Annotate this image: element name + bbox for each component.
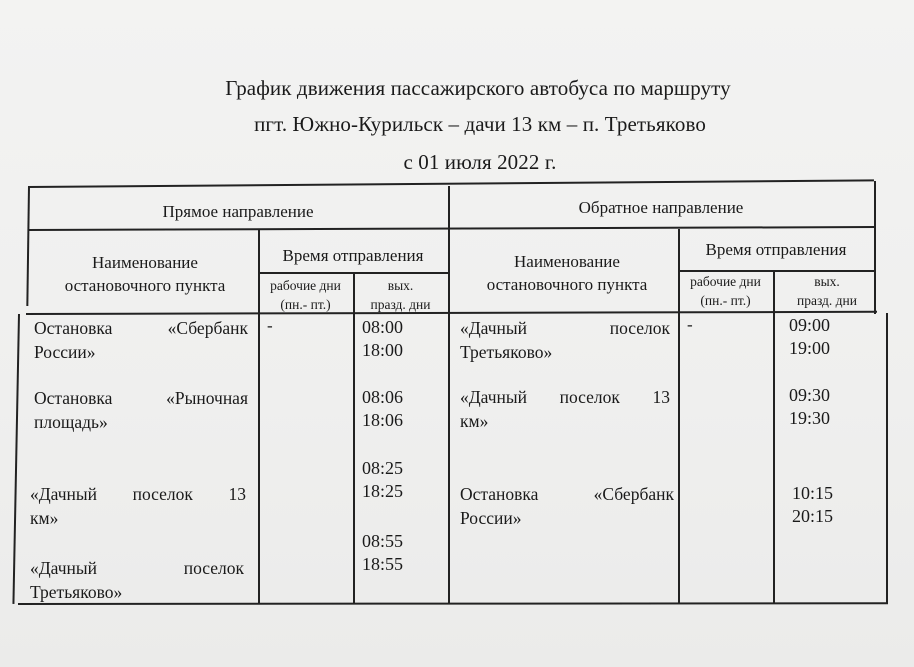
forward-stop-4 — [30, 556, 244, 604]
backward-weekday-value: - — [687, 315, 693, 334]
forward-stop-name-header: Наименование остановочного пункта — [64, 253, 226, 295]
forward-time-header: Время отправления — [282, 246, 424, 265]
departure-time: 09:30 — [789, 385, 831, 405]
weekdays-label: рабочие дни — [690, 274, 761, 289]
stop-name-part: «Дачный — [30, 558, 98, 578]
backward-times-1 — [789, 314, 830, 360]
stop-name-part: Третьяково» — [460, 342, 553, 362]
route-title: пгт. Южно-Курильск – дачи 13 км – п. Третьяково — [254, 112, 706, 136]
forward-direction-header: Прямое направление — [162, 202, 314, 221]
departure-time: 20:15 — [792, 506, 834, 526]
stop-name-part: России» — [460, 508, 522, 528]
backward-stop-2 — [460, 385, 670, 433]
departure-time: 18:06 — [362, 410, 404, 430]
backward-stop-1 — [460, 316, 670, 364]
departure-time: 10:15 — [792, 483, 834, 503]
stop-name-part: км» — [460, 411, 489, 431]
stop-name-part: площадь» — [34, 412, 108, 432]
holidays-label: вых. — [814, 274, 840, 289]
table-top-border — [28, 179, 874, 187]
stop-name-part: «Дачный — [460, 318, 528, 338]
holidays-label-2: празд. дни — [370, 297, 431, 312]
backward-times-3 — [792, 482, 833, 528]
stop-name-part: Остановка — [34, 318, 113, 338]
departure-time: 09:00 — [789, 315, 831, 335]
forward-times-2 — [362, 386, 403, 432]
schedule-title: График движения пассажирского автобуса по маршруту — [225, 76, 731, 100]
direction-divider — [448, 186, 450, 604]
stop-name-part: 13 — [228, 484, 246, 504]
stop-name-part: «Рыночная — [166, 388, 248, 408]
stop-name-part: Остановка — [34, 388, 113, 408]
forward-times-1 — [362, 316, 403, 362]
departure-time: 08:06 — [362, 387, 404, 407]
backward-weekday-border — [773, 270, 775, 604]
direction-header-border — [28, 226, 875, 230]
departure-time: 08:25 — [362, 458, 404, 478]
backward-stop-name-header: Наименование остановочного пункта — [486, 252, 648, 294]
weekdays-range: (пн.- пт.) — [280, 297, 331, 312]
weekdays-label: рабочие дни — [270, 278, 341, 293]
departure-time: 08:00 — [362, 317, 404, 337]
stop-name-part: Остановка — [460, 484, 539, 504]
stop-name-part: поселок — [609, 318, 670, 338]
holidays-label: вых. — [387, 278, 414, 293]
backward-holidays-header — [773, 272, 881, 310]
stop-name-part: «Сбербанк — [167, 318, 248, 338]
departure-time: 19:30 — [789, 408, 831, 428]
forward-holidays-header — [353, 276, 448, 314]
table-left-border-lower — [12, 314, 19, 604]
weekdays-range: (пн.- пт.) — [700, 293, 751, 308]
holidays-label-2: празд. дни — [797, 293, 857, 308]
backward-stop-3 — [460, 482, 674, 530]
forward-weekdays-header — [258, 276, 353, 314]
stop-name-part: поселок — [132, 484, 193, 504]
forward-weekday-border — [353, 272, 355, 604]
table-right-border-lower — [886, 313, 888, 604]
stop-name-part: поселок — [183, 558, 244, 578]
backward-weekdays-header — [678, 272, 773, 310]
effective-date: с 01 июля 2022 г. — [403, 150, 557, 174]
stop-name-part: России» — [34, 342, 96, 362]
backward-times-2 — [789, 384, 830, 430]
forward-times-3 — [362, 457, 403, 503]
backward-direction-header: Обратное направление — [578, 198, 744, 217]
stop-name-part: поселок — [559, 387, 620, 407]
departure-time: 18:55 — [362, 554, 404, 574]
forward-times-4 — [362, 530, 403, 576]
forward-stop-1 — [34, 316, 248, 364]
stop-name-part: км» — [30, 508, 59, 528]
header-bottom-border — [26, 311, 877, 315]
departure-time: 08:55 — [362, 531, 404, 551]
stop-name-part: «Дачный — [460, 387, 528, 407]
forward-stop-3 — [30, 482, 246, 530]
stop-name-part: Третьяково» — [30, 582, 123, 602]
forward-weekday-value: - — [267, 316, 273, 335]
stop-name-part: «Дачный — [30, 484, 98, 504]
stop-name-part: 13 — [652, 387, 670, 407]
departure-time: 18:25 — [362, 481, 404, 501]
forward-stop-2 — [34, 386, 248, 434]
backward-time-header: Время отправления — [705, 240, 847, 259]
stop-name-part: «Сбербанк — [593, 484, 674, 504]
departure-time: 18:00 — [362, 340, 404, 360]
departure-time: 19:00 — [789, 338, 831, 358]
